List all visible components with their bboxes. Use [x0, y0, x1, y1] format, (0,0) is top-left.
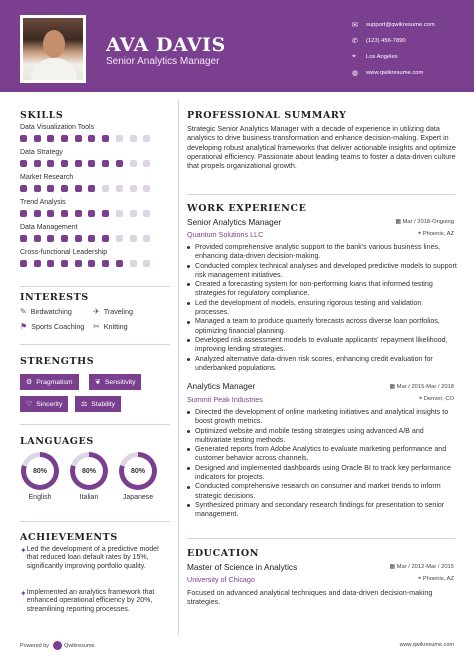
- strength-badge: [75, 396, 121, 412]
- contact-list: [352, 17, 435, 81]
- achievements-title: ACHIEVEMENTS: [20, 532, 118, 543]
- skill-dot: [75, 260, 82, 267]
- contact-website[interactable]: [352, 65, 435, 81]
- achievement-text: Led the development of a predictive model that reduced loan default rates by 15%, significantly improving portfolio quality.: [26, 546, 159, 570]
- contact-phone[interactable]: [352, 33, 435, 49]
- skill-dot: [143, 260, 150, 267]
- language-item: [20, 452, 60, 501]
- summary-title: PROFESSIONAL SUMMARY: [187, 110, 347, 121]
- language-ring: [119, 452, 157, 490]
- skill-dot: [20, 160, 27, 167]
- skill-dot: [102, 210, 109, 217]
- contact-website-text: www.qwikresume.com: [366, 70, 424, 76]
- skill-level-dots: [20, 185, 180, 192]
- strength-label: Sensitivity: [104, 378, 136, 386]
- skill-dot: [102, 235, 109, 242]
- job-company: Summit Peak Industries: [187, 395, 263, 404]
- skill-dot: [143, 160, 150, 167]
- skill-dot: [88, 185, 95, 192]
- contact-location: [352, 49, 435, 65]
- divider: [20, 424, 170, 425]
- skill-item: [20, 199, 180, 217]
- skill-dot: [75, 210, 82, 217]
- job-bullets: [187, 408, 457, 520]
- education-title: EDUCATION: [187, 548, 260, 559]
- job-company: Quantum Solutions LLC: [187, 230, 264, 239]
- education-school: University of Chicago: [187, 575, 255, 584]
- location-pin-icon: ⌖: [418, 396, 424, 402]
- mail-icon: ✉: [352, 22, 358, 29]
- job-title: Senior Analytics Manager: [187, 217, 282, 227]
- divider: [187, 538, 455, 539]
- scale-icon: ⚖: [81, 401, 88, 408]
- skill-dot: [34, 185, 41, 192]
- skill-dot: [61, 160, 68, 167]
- powered-by-text: Powered by: [20, 642, 50, 649]
- skill-dot: [88, 210, 95, 217]
- gear-icon: ⚙: [26, 379, 33, 386]
- skill-dot: [75, 135, 82, 142]
- skill-dot: [47, 210, 54, 217]
- skill-dot: [116, 235, 123, 242]
- job-dates-text: Mar / 2018-Ongoing: [402, 219, 454, 225]
- achievement-item: [20, 546, 170, 571]
- location-icon: ⌖: [352, 53, 356, 60]
- job-location-text: Phoenix, AZ: [422, 231, 454, 237]
- education-dates: [390, 564, 454, 570]
- education-text: Focused on advanced analytical techniques and data-driven decision-making strategies.: [187, 588, 433, 607]
- job-dates-text: Mar / 2015-Mar / 2018: [396, 384, 454, 390]
- brand-text: Qwikresume: [64, 642, 95, 649]
- footer-powered-by[interactable]: [20, 641, 95, 650]
- skill-dot: [143, 185, 150, 192]
- strength-label: Sincerity: [36, 400, 63, 408]
- strength-badge: [89, 374, 141, 390]
- skill-level-dots: [20, 160, 180, 167]
- skill-dot: [102, 185, 109, 192]
- skill-dot: [102, 260, 109, 267]
- skill-dot: [130, 185, 137, 192]
- strength-badge: [20, 374, 79, 390]
- location-pin-icon: ⌖: [417, 576, 423, 582]
- language-name: Italian: [79, 494, 99, 501]
- skill-dot: [20, 260, 27, 267]
- language-item: [118, 452, 158, 501]
- interests-title: INTERESTS: [20, 292, 89, 303]
- language-item: [69, 452, 109, 501]
- skill-dot: [143, 235, 150, 242]
- analytics-icon: ✦: [20, 589, 27, 598]
- skill-dot: [61, 135, 68, 142]
- calendar-icon: ▦: [389, 384, 397, 390]
- skill-dot: [75, 160, 82, 167]
- interest-item: [20, 322, 84, 331]
- yarn-icon: ✂: [93, 322, 100, 331]
- profile-photo-frame: [20, 15, 86, 83]
- calendar-icon: ▦: [395, 219, 403, 225]
- job-location: [418, 231, 454, 238]
- skill-dot: [34, 260, 41, 267]
- job-dates: [395, 219, 454, 225]
- skill-label: Trend Analysis: [20, 199, 66, 206]
- language-level: 80%: [75, 457, 103, 485]
- contact-email-text: support@qwikresume.com: [366, 22, 435, 28]
- candidate-name: AVA DAVIS: [106, 34, 226, 56]
- skill-dot: [143, 135, 150, 142]
- skill-dot: [61, 260, 68, 267]
- skill-dot: [116, 260, 123, 267]
- strength-label: Pragmatism: [36, 378, 73, 386]
- achievement-text: Implemented an analytics framework that enhanced operational efficiency by 20%, streamlining reporting processes.: [26, 589, 155, 613]
- skill-dot: [20, 235, 27, 242]
- strength-badge: [20, 396, 68, 412]
- skill-label: Market Research: [20, 174, 74, 181]
- summary-text: Strategic Senior Analytics Manager with a decade of experience in utilizing data analytics to drive business transformation and enhance decision-making. Expert in developing robust analytical frameworks that deliver actionable insights and optimize operational efficiency. Passionate about leading teams to foster a data-driven culture that propels organizational growth.: [187, 124, 456, 171]
- interest-label: Knitting: [103, 322, 128, 331]
- language-level: 80%: [26, 457, 54, 485]
- skill-label: Data Visualization Tools: [20, 124, 95, 131]
- list-item: Managed a team to produce quarterly forecasts across diverse loan portfolios, optimizing financial planning.: [187, 317, 457, 336]
- skill-item: [20, 174, 180, 192]
- skill-dot: [102, 135, 109, 142]
- job-title: Analytics Manager: [187, 381, 256, 391]
- languages-title: LANGUAGES: [20, 436, 94, 447]
- skill-dot: [130, 160, 137, 167]
- divider: [20, 286, 170, 287]
- contact-location-text: Los Angeles: [366, 54, 398, 60]
- globe-icon: ◍: [352, 70, 359, 77]
- language-level: 80%: [124, 457, 152, 485]
- skill-dot: [20, 210, 27, 217]
- skill-dot: [130, 210, 137, 217]
- calendar-icon: ▦: [389, 564, 397, 570]
- language-name: English: [28, 494, 52, 501]
- binoculars-icon: ✎: [20, 307, 27, 316]
- location-pin-icon: ⌖: [417, 231, 423, 237]
- skill-dot: [88, 260, 95, 267]
- education-location: [418, 576, 454, 583]
- skills-title: SKILLS: [20, 110, 64, 121]
- divider: [20, 521, 170, 522]
- skill-dot: [143, 210, 150, 217]
- list-item: Synthesized primary and secondary research findings for presentation to senior management.: [187, 501, 457, 520]
- skill-dot: [88, 135, 95, 142]
- divider: [20, 344, 170, 345]
- skill-level-dots: [20, 135, 180, 142]
- skill-item: [20, 224, 180, 242]
- skill-dot: [116, 160, 123, 167]
- language-name: Japanese: [122, 494, 154, 501]
- list-item: Directed the development of online marketing initiatives and analytical insights to boost growth metrics.: [187, 408, 457, 427]
- contact-email[interactable]: [352, 17, 435, 33]
- job-bullets: [187, 243, 457, 373]
- profile-photo: [23, 18, 83, 80]
- heart-icon: ♡: [26, 401, 33, 408]
- interest-label: Traveling: [103, 307, 133, 316]
- whistle-icon: ⚑: [20, 322, 28, 331]
- achievement-item: [20, 589, 170, 614]
- divider: [187, 194, 455, 195]
- skill-dot: [116, 135, 123, 142]
- skill-dot: [47, 185, 54, 192]
- skill-item: [20, 249, 180, 267]
- interest-item: [93, 307, 133, 316]
- skill-dot: [47, 160, 54, 167]
- education-dates-text: Mar / 2012-Mar / 2015: [396, 564, 454, 570]
- skill-dot: [34, 135, 41, 142]
- list-item: Conducted complex technical analyses and developed predictive models to support risk management initiatives.: [187, 262, 457, 281]
- skill-level-dots: [20, 260, 180, 267]
- skill-dot: [34, 235, 41, 242]
- candidate-role: Senior Analytics Manager: [106, 56, 220, 67]
- skill-level-dots: [20, 210, 180, 217]
- list-item: Developed risk assessment models to evaluate applicants' repayment likelihood, improving lending strategies.: [187, 336, 457, 355]
- list-item: Designed and implemented dashboards using Oracle BI to track key performance indicators for projects.: [187, 464, 457, 483]
- skill-label: Cross-functional Leadership: [20, 249, 108, 256]
- skill-item: [20, 124, 180, 142]
- list-item: Led the development of models, ensuring rigorous testing and validation processes.: [187, 299, 457, 318]
- skill-dot: [61, 210, 68, 217]
- list-item: Optimized website and mobile testing strategies using advanced A/B and multivariate testing methods.: [187, 427, 457, 446]
- job-dates: [390, 384, 454, 390]
- list-item: Analyzed alternative data-driven risk scores, enhancing credit evaluation for underbanked populations.: [187, 355, 457, 374]
- skill-dot: [130, 260, 137, 267]
- list-item: Conducted comprehensive research on consumer and market trends to inform strategic decisions.: [187, 482, 457, 501]
- interest-item: [93, 322, 128, 331]
- education-location-text: Phoenix, AZ: [422, 576, 454, 582]
- plane-icon: ✈: [93, 307, 100, 316]
- footer-site[interactable]: www.qwikresume.com: [399, 642, 454, 648]
- skill-dot: [47, 235, 54, 242]
- skill-item: [20, 149, 180, 167]
- skill-dot: [75, 235, 82, 242]
- skill-dot: [20, 185, 27, 192]
- skill-level-dots: [20, 235, 180, 242]
- skill-label: Data Management: [20, 224, 78, 231]
- skill-dot: [61, 185, 68, 192]
- skill-dot: [88, 235, 95, 242]
- skill-dot: [116, 185, 123, 192]
- list-item: Created a forecasting system for non-performing loans that informed testing strategies for regulatory compliance.: [187, 280, 457, 299]
- education-degree: Master of Science in Analytics: [187, 562, 298, 572]
- language-ring: [21, 452, 59, 490]
- job-location: [419, 396, 454, 403]
- job-location-text: Denver, CO: [423, 396, 454, 402]
- experience-title: WORK EXPERIENCE: [187, 203, 307, 214]
- skill-dot: [75, 185, 82, 192]
- skill-dot: [47, 135, 54, 142]
- skill-dot: [88, 160, 95, 167]
- strength-label: Stability: [91, 400, 116, 408]
- leaf-icon: ❦: [95, 379, 101, 386]
- skill-dot: [34, 160, 41, 167]
- language-ring: [70, 452, 108, 490]
- skill-dot: [130, 135, 137, 142]
- skill-label: Data Strategy: [20, 149, 63, 156]
- interest-item: [20, 307, 72, 316]
- phone-icon: ✆: [352, 38, 358, 45]
- chart-icon: ✦: [20, 546, 27, 555]
- list-item: Generated reports from Adobe Analytics to evaluate marketing performance and customer behavior across channels.: [187, 445, 457, 464]
- contact-phone-text: (123) 456-7890: [366, 38, 406, 44]
- interest-label: Birdwatching: [30, 307, 72, 316]
- list-item: Provided comprehensive analytic support to the bank's various business lines, enhancing data-driven decision-making.: [187, 243, 457, 262]
- qwikresume-logo-icon: [53, 641, 62, 650]
- resume-header: [0, 0, 474, 92]
- skill-dot: [34, 210, 41, 217]
- skill-dot: [102, 160, 109, 167]
- strengths-title: STRENGTHS: [20, 356, 95, 367]
- skill-dot: [61, 235, 68, 242]
- interest-label: Sports Coaching: [31, 322, 85, 331]
- skill-dot: [130, 235, 137, 242]
- skill-dot: [116, 210, 123, 217]
- skill-dot: [20, 135, 27, 142]
- skill-dot: [47, 260, 54, 267]
